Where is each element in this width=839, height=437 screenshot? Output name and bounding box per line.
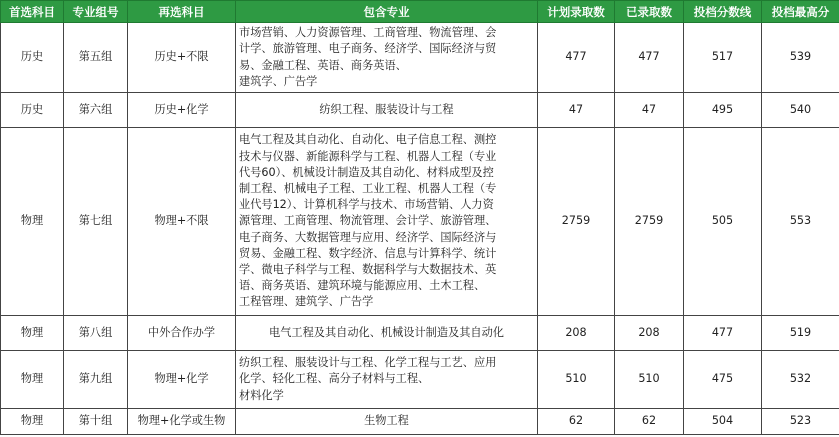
majors-line: 业代号12）、计算机科学与技术、市场营销、人力资 [239,198,494,212]
min-score-cell: 475 [684,351,762,409]
majors-line: 纺织工程、服装设计与工程、化学工程与工艺、应用 [239,356,497,370]
max-score-cell: 540 [762,93,839,128]
group-cell: 第五组 [64,23,128,93]
plan-cell: 208 [538,316,615,351]
reselect-cell: 中外合作办学 [128,316,236,351]
majors-cell [236,316,538,351]
max-score-cell: 532 [762,351,839,409]
header-reselect: 再选科目 [128,1,236,23]
majors-line: 纺织工程、服装设计与工程 [319,102,454,116]
majors-cell [236,93,538,128]
group-cell: 第六组 [64,93,128,128]
header-group: 专业组号 [64,1,128,23]
max-score-cell: 539 [762,23,839,93]
majors-cell [236,351,538,409]
majors-line: 建筑学、广告学 [239,74,318,88]
plan-cell: 47 [538,93,615,128]
majors-line: 材料化学 [239,388,284,402]
table-row [1,351,839,409]
header-majors: 包含专业 [236,1,538,23]
admitted-cell: 62 [615,409,684,435]
admitted-cell: 477 [615,23,684,93]
plan-cell: 510 [538,351,615,409]
majors-line: 电气工程及其自动化、自动化、电子信息工程、测控 [239,133,497,147]
subject-cell: 物理 [1,409,64,435]
subject-cell: 历史 [1,23,64,93]
header-admitted: 已录取数 [615,1,684,23]
header-max-score: 投档最高分 [762,1,839,23]
majors-line: 代号60）、机械设计制造及其自动化、材料成型及控 [239,165,494,179]
group-cell: 第十组 [64,409,128,435]
group-cell: 第九组 [64,351,128,409]
majors-line: 生物工程 [364,414,409,428]
majors-line: 易、金融工程、英语、商务英语、 [239,58,407,72]
majors-cell [236,23,538,93]
plan-cell: 62 [538,409,615,435]
majors-line: 学、微电子科学与工程、数据科学与大数据技术、英 [239,263,497,276]
min-score-cell: 517 [684,23,762,93]
header-row [1,1,839,23]
reselect-cell: 物理+化学 [128,351,236,409]
majors-line: 工程管理、建筑学、广告学 [239,295,374,309]
majors-line: 计学、旅游管理、电子商务、经济学、国际经济与贸 [239,42,497,56]
reselect-cell: 历史+不限 [128,23,236,93]
majors-line: 制工程、机械电子工程、工业工程、机器人工程（专 [239,181,497,195]
majors-line: 市场营销、人力资源管理、工商管理、物流管理、会 [239,26,497,40]
max-score-cell: 519 [762,316,839,351]
header-subject: 首选科目 [1,1,64,23]
table-row [1,128,839,316]
majors-line: 源管理、工商管理、物流管理、会计学、旅游管理、 [239,214,497,228]
majors-line: 技术与仪器、新能源科学与工程、机器人工程（专业 [239,149,497,163]
subject-cell: 历史 [1,93,64,128]
reselect-cell: 物理+不限 [128,128,236,316]
admitted-cell: 47 [615,93,684,128]
subject-cell: 物理 [1,351,64,409]
majors-line: 贸易、金融工程、数字经济、信息与计算科学、统计 [239,246,497,260]
group-cell: 第八组 [64,316,128,351]
plan-cell: 2759 [538,128,615,316]
majors-line: 电气工程及其自动化、机械设计制造及其自动化 [269,325,504,339]
plan-cell: 477 [538,23,615,93]
table-row [1,93,839,128]
min-score-cell: 505 [684,128,762,316]
header-min-score: 投档分数线 [684,1,762,23]
table-row [1,409,839,435]
group-cell: 第七组 [64,128,128,316]
table-row [1,23,839,93]
majors-cell [236,409,538,435]
min-score-cell: 504 [684,409,762,435]
min-score-cell: 495 [684,93,762,128]
table-row [1,316,839,351]
reselect-cell: 物理+化学或生物 [128,409,236,435]
majors-cell [236,128,538,316]
subject-cell: 物理 [1,128,64,316]
reselect-cell: 历史+化学 [128,93,236,128]
header-plan: 计划录取数 [538,1,615,23]
admitted-cell: 2759 [615,128,684,316]
min-score-cell: 477 [684,316,762,351]
max-score-cell: 523 [762,409,839,435]
majors-line: 化学、轻化工程、高分子材料与工程、 [239,372,430,386]
max-score-cell: 553 [762,128,839,316]
majors-line: 语、商务英语、建筑环境与能源应用、土木工程、 [239,279,486,293]
subject-cell: 物理 [1,316,64,351]
majors-line: 电子商务、大数据管理与应用、经济学、国际经济与 [239,230,497,244]
admitted-cell: 510 [615,351,684,409]
admitted-cell: 208 [615,316,684,351]
